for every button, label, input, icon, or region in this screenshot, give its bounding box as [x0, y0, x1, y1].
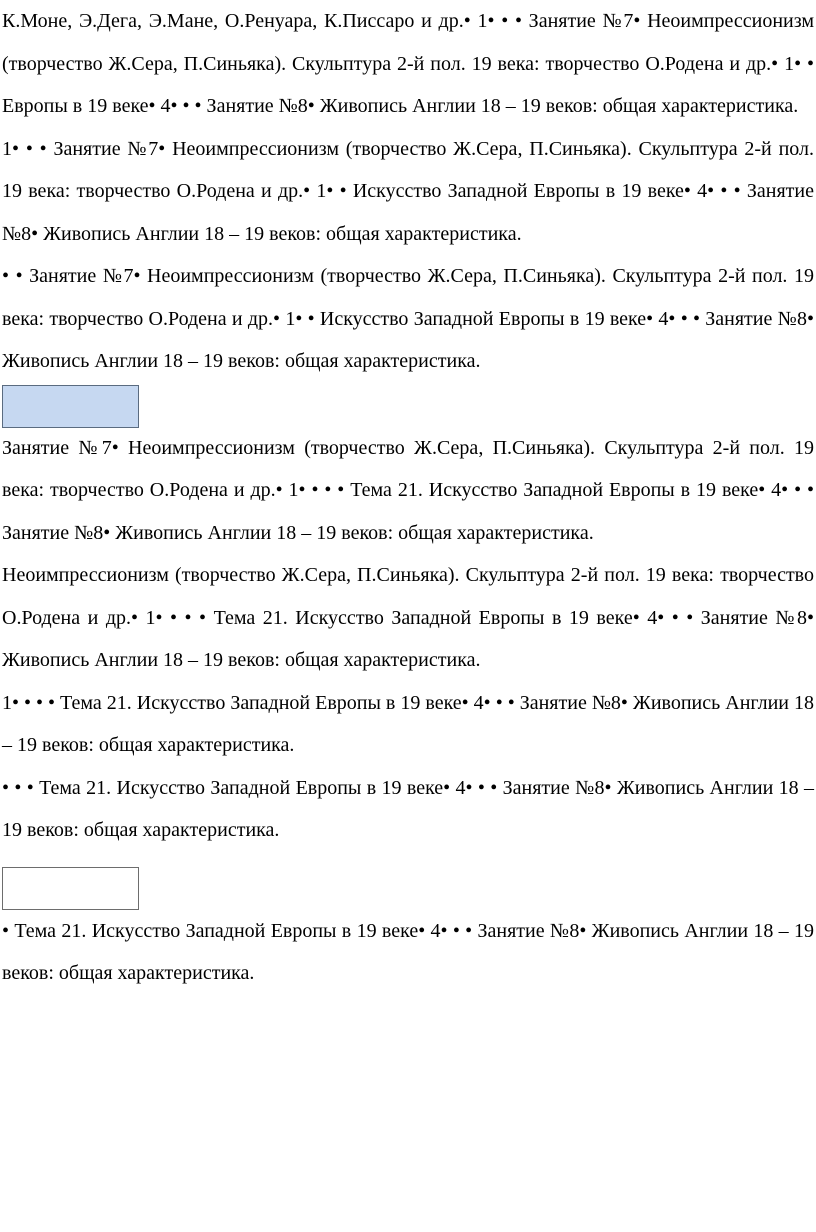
paragraph-7: • • • Тема 21. Искусство Западной Европы в 19 веке• 4• • • Занятие №8• Живопись Англии 18 – 19 веков: общая характеристика.	[2, 776, 814, 841]
blue-placeholder-box	[2, 385, 139, 428]
paragraph-5: Неоимпрессионизм (творчество Ж.Сера, П.Синьяка). Скульптура 2-й пол. 19 века: творчество О.Родена и др.• 1• • • • Тема 21. Искусство Западной Европы в 19 веке• 4• • • Занятие №8• Живопись Англии 18 – 19 веков: общая характеристика.	[2, 564, 814, 671]
paragraph-6: 1• • • • Тема 21. Искусство Западной Европы в 19 веке• 4• • • Занятие №8• Живопись Англии 18 – 19 веков: общая характеристика.	[2, 691, 814, 756]
paragraph-3: • • Занятие №7• Неоимпрессионизм (творчество Ж.Сера, П.Синьяка). Скульптура 2-й пол. 19 века: творчество О.Родена и др.• 1• • Искусство Западной Европы в 19 веке• 4• • • Занятие №8• Живопись Англии 18 – 19 веков: общая характеристика.	[2, 265, 814, 372]
paragraph-8: • Тема 21. Искусство Западной Европы в 19 веке• 4• • • Занятие №8• Живопись Англии 18 – 19 веков: общая характеристика.	[2, 919, 814, 984]
paragraph-1: К.Моне, Э.Дега, Э.Мане, О.Ренуара, К.Писсаро и др.• 1• • • Занятие №7• Неоимпрессионизм (творчество Ж.Сера, П.Синьяка). Скульптура 2-й пол. 19 века: творчество О.Родена и др.• 1• • Европы в 19 веке• 4• • • Занятие №8• Живопись Англии 18 – 19 веков: общая характеристика.	[2, 10, 814, 117]
paragraph-4: Занятие №7• Неоимпрессионизм (творчество Ж.Сера, П.Синьяка). Скульптура 2-й пол. 19 века: творчество О.Родена и др.• 1• • • • Тема 21. Искусство Западной Европы в 19 веке• 4• • • Занятие №8• Живопись Англии 18 – 19 веков: общая характеристика.	[2, 436, 814, 544]
paragraph-2: 1• • • Занятие №7• Неоимпрессионизм (творчество Ж.Сера, П.Синьяка). Скульптура 2-й пол. 19 века: творчество О.Родена и др.• 1• • Искусство Западной Европы в 19 веке• 4• • • Занятие №8• Живопись Англии 18 – 19 веков: общая характеристика.	[2, 137, 814, 245]
empty-placeholder-box	[2, 867, 139, 910]
